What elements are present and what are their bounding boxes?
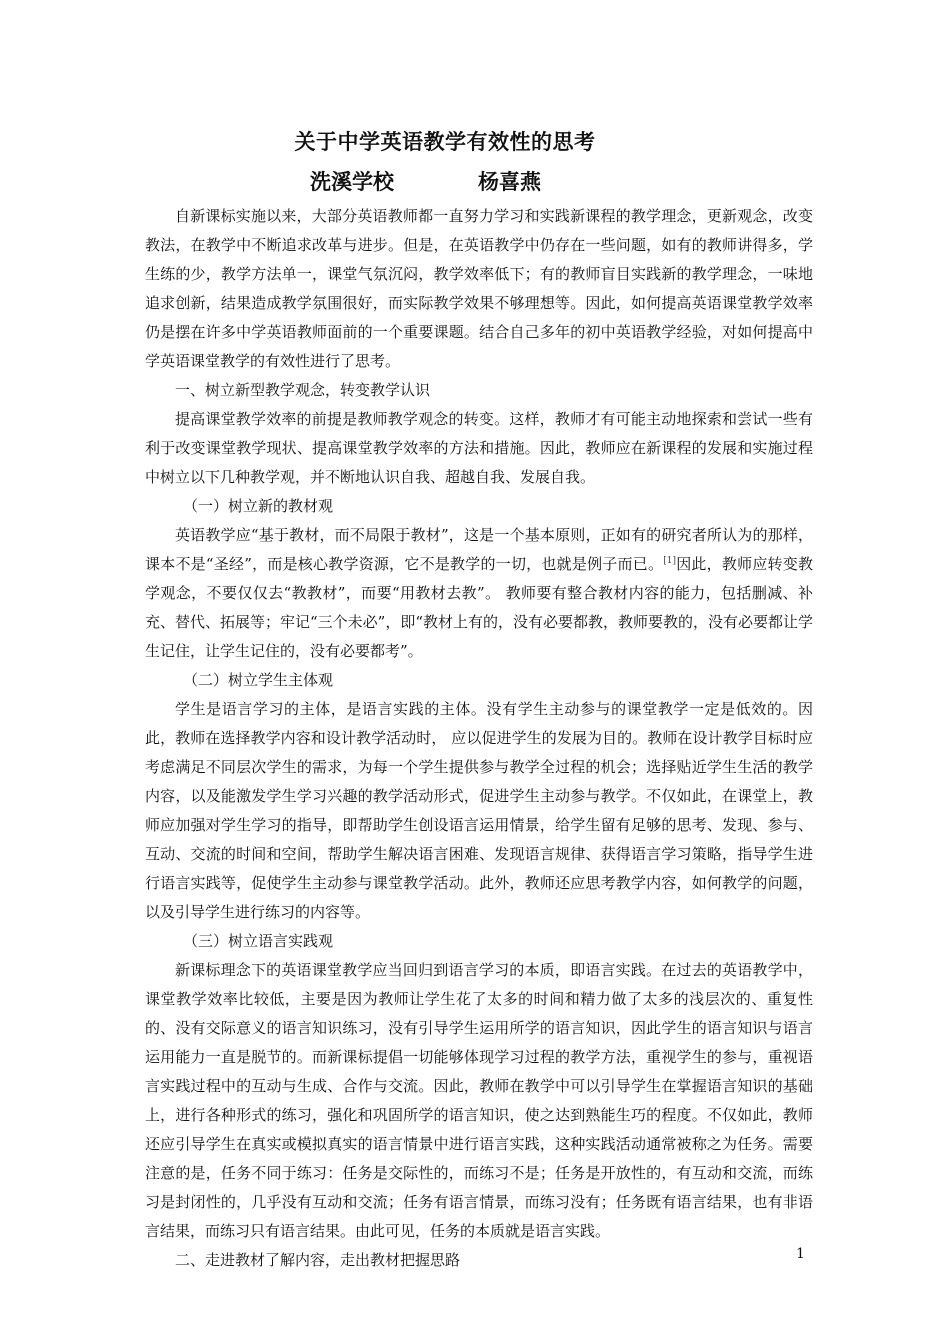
document-body bbox=[145, 202, 813, 1275]
section-heading-2: 二、走进教材了解内容，走出教材把握思路 bbox=[175, 1251, 461, 1269]
subsection-heading-2: （二）树立学生主体观 bbox=[183, 671, 334, 689]
page-number: 1 bbox=[796, 1246, 805, 1262]
school-name: 洗溪学校 bbox=[310, 170, 394, 194]
subsection-3-paragraph: 新课标理念下的英语课堂教学应当回归到语言学习的本质，即语言实践。在过去的英语教学中，课堂教学效率比较低，主要是因为教师让学生花了太多的时间和精力做了太多的浅层次的、重复性的、没有交际意义的语言知识练习，没有引导学生运用所学的语言知识，因此学生的语言知识与语言运用能力一直是脱节的。而新课标提倡一切能够体现学习过程的教学方法，重视学生的参与，重视语言实践过程中的互动与生成、合作与交流。因此，教师在教学中可以引导学生在掌握语言知识的基础上，进行各种形式的练习，强化和巩固所学的语言知识，使之达到熟能生巧的程度。不仅如此，教师还应引导学生在真实或模拟真实的语言情景中进行语言实践，这种实践活动通常被称之为任务。需要注意的是，任务不同于练习：任务是交际性的，而练习不是；任务是开放性的，有互动和交流，而练习是封闭性的，几乎没有互动和交流；任务有语言情景，而练习没有；任务既有语言结果，也有非语言结果，而练习只有语言结果。由此可见，任务的本质就是语言实践。 bbox=[145, 961, 813, 1240]
subsection-1-text-b: 因此，教师应转变教学观念，不要仅仅去“教教材”，而要“用教材去教”。 教师要有整合教材内容的能力，包括删减、补充、替代、拓展等；牢记“三个未必”，即“教材上有的，没有必要都教，教师要教的，没有必要都让学生记住，让学生记住的，没有必要都考”。 bbox=[145, 555, 814, 660]
subsection-1-paragraph bbox=[145, 521, 813, 666]
subsection-1-text-a: 英语教学应“基于教材，而不局限于教材”，这是一个基本原则，正如有的研究者所认为的那样，课本不是“圣经”，而是核心教学资源，它不是教学的一切，也就是例子而已。 bbox=[145, 526, 813, 573]
subsection-2-paragraph: 学生是语言学习的主体，是语言实践的主体。没有学生主动参与的课堂教学一定是低效的。因此，教师在选择教学内容和设计教学活动时， 应以促进学生的发展为目的。教师在设计教学目标时应考虑满足不同层次学生的需求，为每一个学生提供参与教学全过程的机会；选择贴近学生生活的教学内容，以及能激发学生学习兴趣的教学活动形式，促进学生主动参与教学。不仅如此，在课堂上，教师应加强对学生学习的指导，即帮助学生创设语言运用情景，给学生留有足够的思考、发现、参与、互动、交流的时间和空间，帮助学生解决语言困难、发现语言规律、获得语言学习策略，指导学生进行语言实践等，促使学生主动参与课堂教学活动。此外，教师还应思考教学内容，如何教学的问题，以及引导学生进行练习的内容等。 bbox=[145, 700, 813, 921]
document-title: 关于中学英语教学有效性的思考 bbox=[294, 130, 596, 154]
subsection-heading-1: （一）树立新的教材观 bbox=[183, 497, 334, 515]
citation-marker: [1] bbox=[663, 556, 676, 566]
intro-paragraph: 自新课标实施以来，大部分英语教师都一直努力学习和实践新课程的教学理念，更新观念，改变教法，在教学中不断追求改革与进步。但是，在英语教学中仍存在一些问题，如有的教师讲得多，学生练的少，教学方法单一，课堂气氛沉闷，教学效率低下；有的教师盲目实践新的教学理念，一味地追求创新，结果造成教学氛围很好，而实际教学效果不够理想等。因此，如何提高英语课堂教学效率仍是摆在许多中学英语教师面前的一个重要课题。结合自己多年的初中英语教学经验，对如何提高中学英语课堂教学的有效性进行了思考。 bbox=[145, 207, 813, 370]
subsection-heading-3: （三）树立语言实践观 bbox=[183, 932, 334, 950]
section-1-paragraph: 提高课堂教学效率的前提是教师教学观念的转变。这样，教师才有可能主动地探索和尝试一些有利于改变课堂教学现状、提高课堂教学效率的方法和措施。因此，教师应在新课程的发展和实施过程中树立以下几种教学观，并不断地认识自我、超越自我、发展自我。 bbox=[145, 410, 813, 486]
author-name: 杨喜燕 bbox=[478, 170, 541, 194]
section-heading-1: 一、树立新型教学观念，转变教学认识 bbox=[175, 381, 431, 399]
